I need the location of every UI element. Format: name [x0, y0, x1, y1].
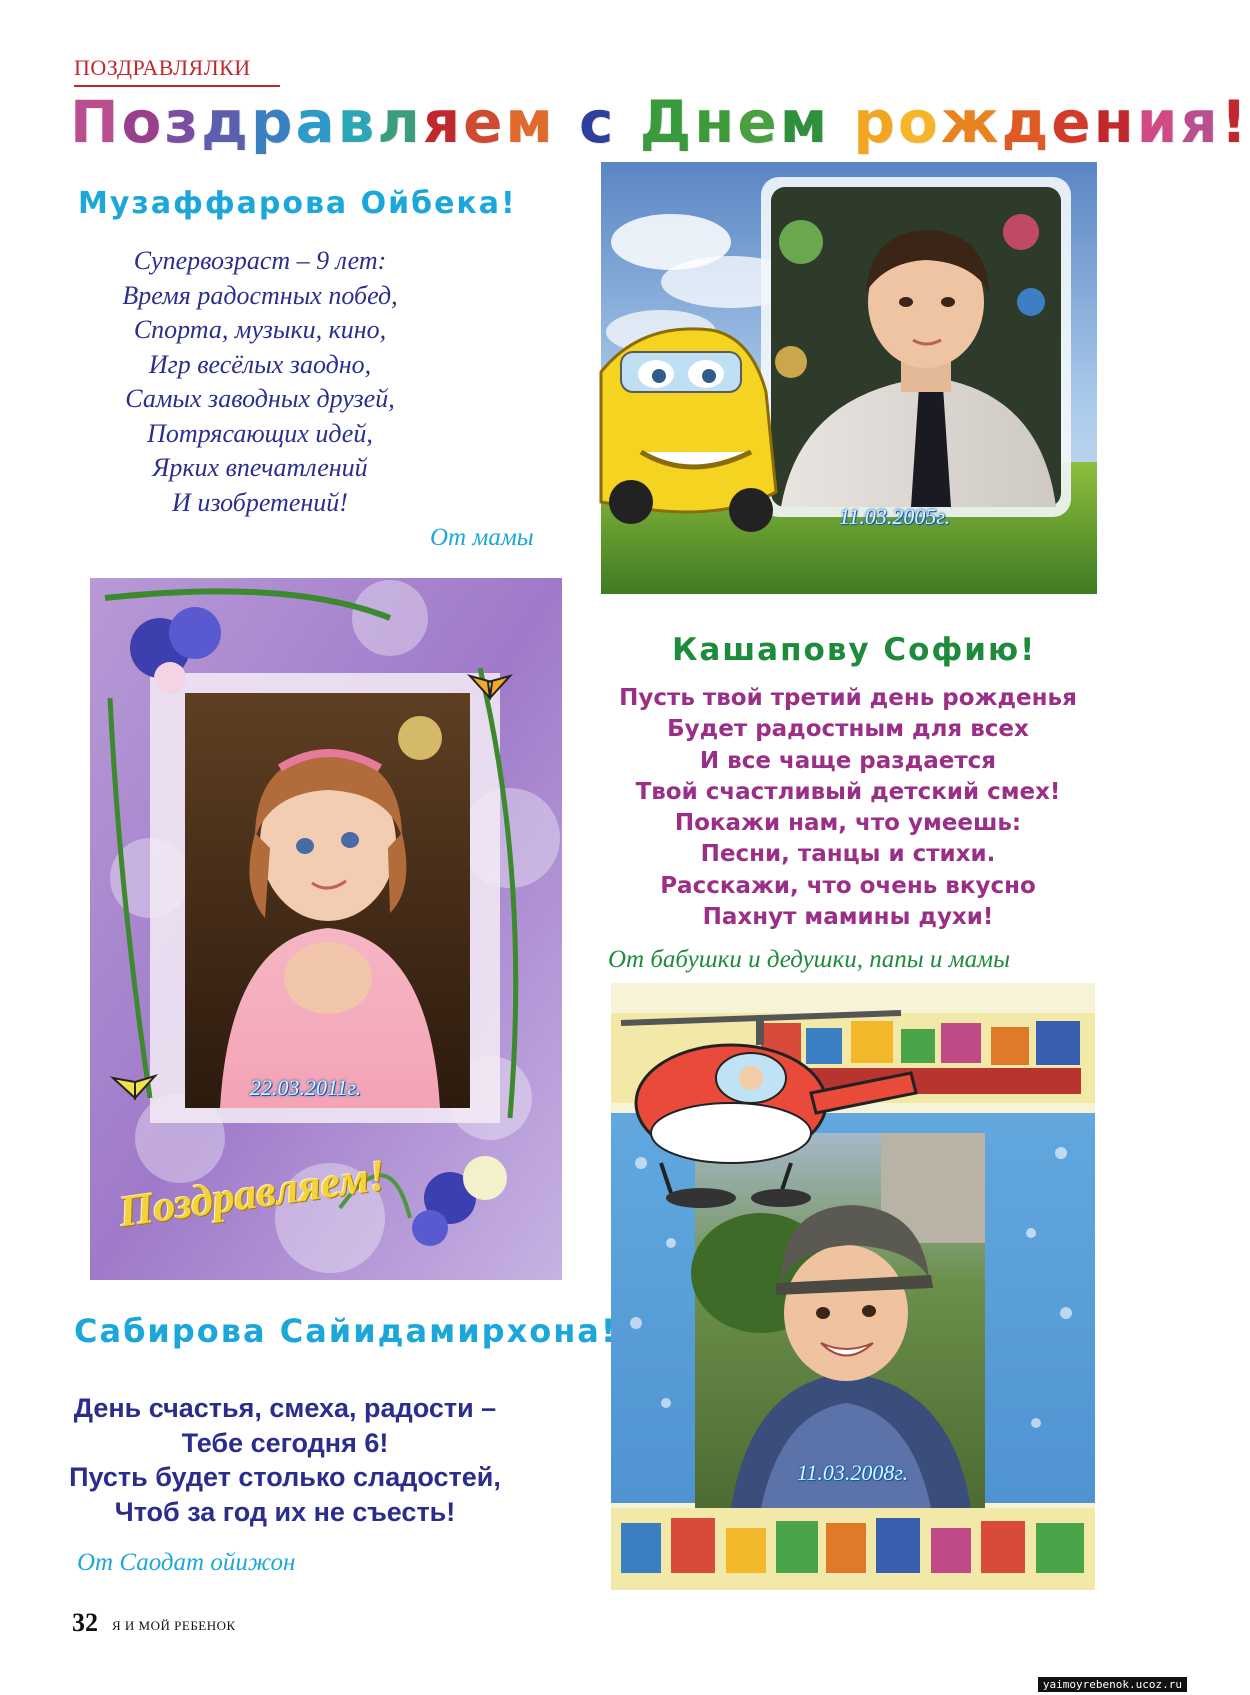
birthday-name-sofia: Кашапову Софию! [672, 632, 1037, 668]
photo-sofia [90, 578, 562, 1280]
poem-line: Пусть твой третий день рожденья [619, 685, 1077, 711]
poem-line: И все чаще раздается [699, 747, 997, 774]
section-underline [74, 85, 280, 87]
signature-oibek: От мамы [430, 524, 534, 551]
title-letter: П [70, 88, 122, 156]
title-letter: е [737, 88, 780, 156]
title-letter: е [1051, 88, 1094, 156]
photo-oibek [601, 162, 1097, 594]
signature-sofia: От бабушки и дедушки, папы и мамы [608, 946, 1011, 973]
magazine-name: Я И МОЙ РЕБЕНОК [112, 1618, 236, 1633]
title-letter: р [250, 88, 296, 156]
poem-line: Пусть будет столько сладостей, [69, 1462, 501, 1492]
title-letter: е [463, 88, 506, 156]
poem-line: Расскажи, что очень вкусно [660, 872, 1036, 899]
poem-line: День счастья, смеха, радости – [73, 1393, 497, 1423]
poem-line: Песни, танцы и стихи. [700, 841, 996, 868]
birthday-name-sayidamirkhon: Сабирова Сайидамирхона! [74, 1312, 618, 1350]
photo-date-sofia: 22.03.2011г. [250, 1075, 362, 1100]
poem-line: Спорта, музыки, кино, [133, 315, 387, 344]
poem-oibek [60, 244, 460, 520]
title-letter: м [505, 88, 556, 156]
title-letter: я [422, 88, 464, 156]
title-letter: о [121, 88, 165, 156]
title-letter: я [1180, 88, 1221, 156]
page-title [70, 88, 1250, 156]
poem-line: И изобретений! [172, 487, 348, 517]
title-letter: и [1136, 88, 1181, 156]
birthday-name-oibek: Музаффарова Ойбека! [78, 186, 517, 221]
poem-line: Супервозраст – 9 лет: [133, 246, 387, 275]
poem-line: Покажи нам, что умеешь: [674, 810, 1022, 837]
title-letter: в [337, 88, 378, 156]
title-letter: с [579, 88, 617, 156]
poem-line: Ярких впечатлений [152, 453, 368, 482]
frame-caption-pozdravlyaem: Поздравляем! [115, 1150, 389, 1237]
title-letter: д [1001, 88, 1052, 156]
title-letter: н [1093, 88, 1137, 156]
poem-sayidamirkhon [60, 1391, 510, 1529]
title-letter: н [694, 88, 738, 156]
title-letter: м [779, 88, 831, 156]
photo-date-sayidamirkhon: 11.03.2008г. [797, 1460, 909, 1485]
poem-line: Игр весёлых заодно, [148, 349, 372, 379]
photo-date-oibek: 11.03.2005г. [839, 504, 951, 529]
poem-line: Чтоб за год их не съесть! [114, 1496, 456, 1527]
title-letter: ! [1220, 88, 1250, 156]
title-letter: о [897, 88, 941, 156]
title-letter: р [853, 88, 898, 156]
page-number: 32 [72, 1608, 98, 1637]
poem-line: Самых заводных друзей, [125, 384, 395, 413]
poem-line: Пахнут мамины духи! [702, 904, 994, 931]
poem-line: Будет радостным для всех [667, 716, 1029, 743]
photo-sayidamirkhon [611, 983, 1095, 1590]
poem-line: Тебе сегодня 6! [181, 1427, 389, 1458]
title-letter: ж [940, 88, 1002, 156]
poem-line: Потрясающих идей, [147, 418, 373, 448]
title-letter: д [201, 88, 251, 156]
title-letter: л [377, 88, 423, 156]
signature-sayidamirkhon: От Саодат ойижон [77, 1549, 296, 1576]
section-label: ПОЗДРАВЛЯЛКИ [74, 55, 251, 80]
poem-sofia [588, 683, 1108, 933]
title-letter: а [295, 88, 338, 156]
title-letter: Д [639, 88, 695, 156]
title-letter: з [164, 88, 202, 156]
poem-line: Время радостных побед, [122, 280, 398, 310]
poem-line: Твой счастливый детский смех! [635, 778, 1061, 805]
site-url[interactable]: yaimoyrebenok.ucoz.ru [1038, 1677, 1187, 1692]
